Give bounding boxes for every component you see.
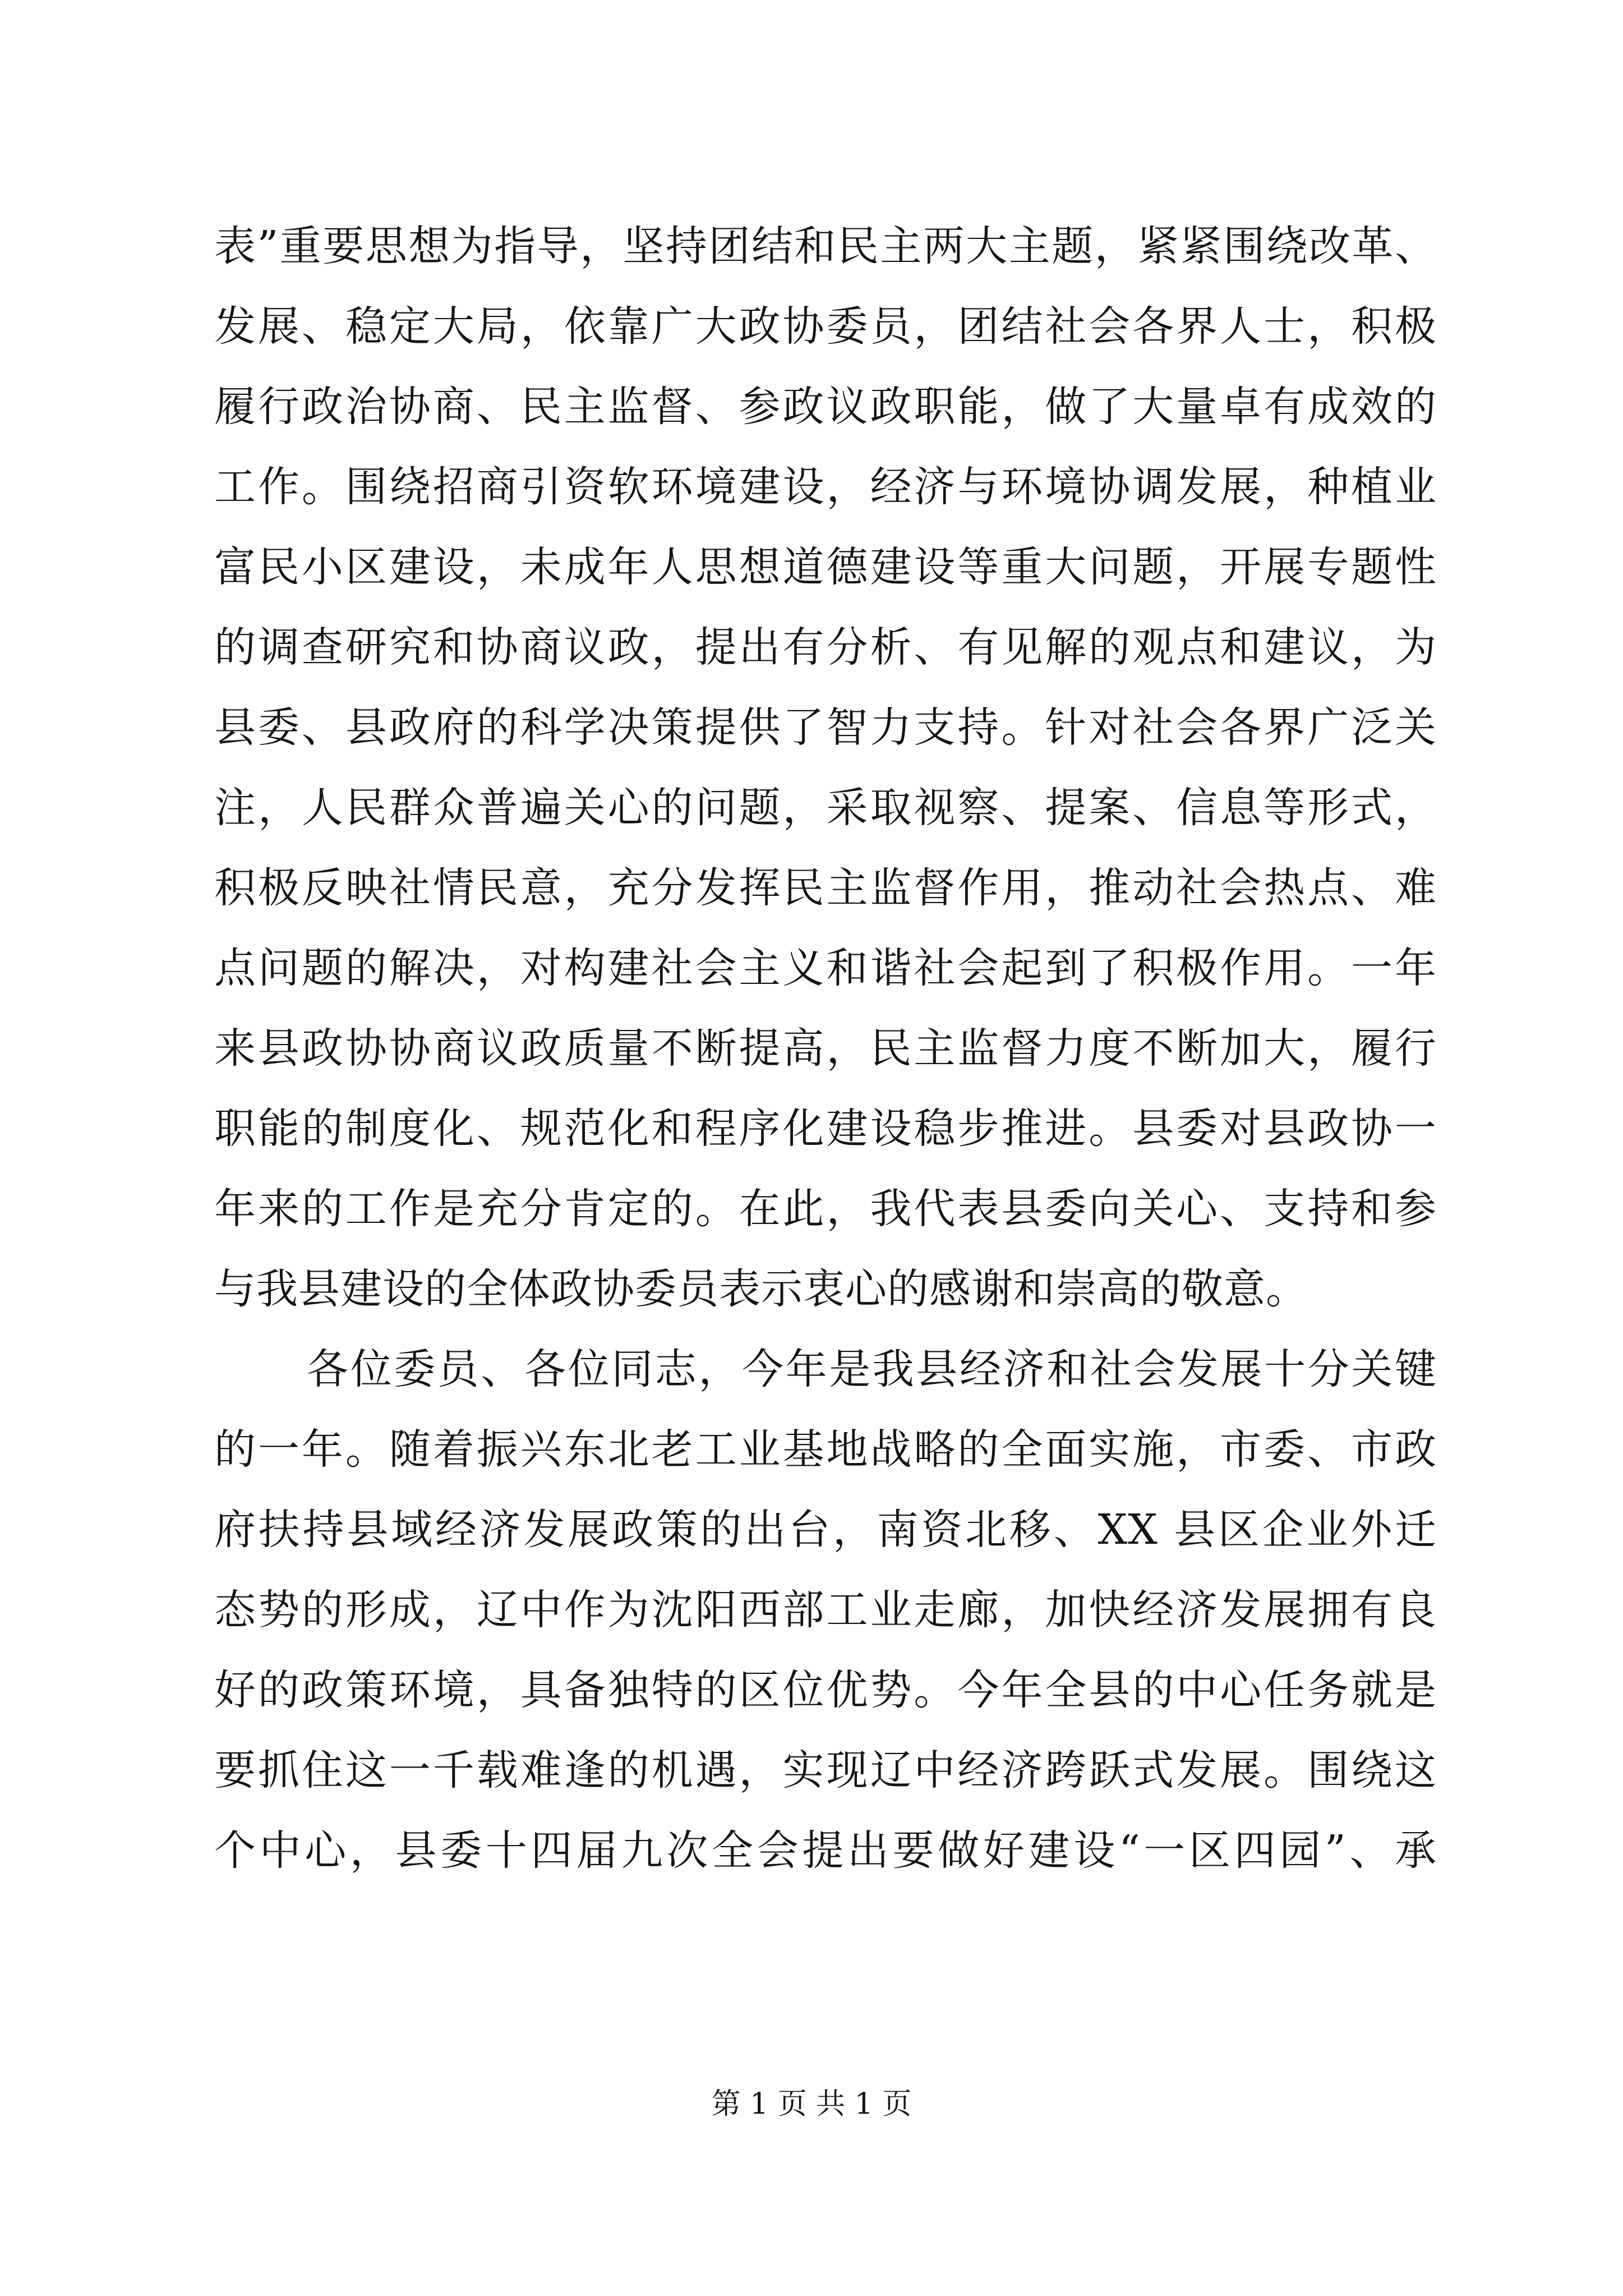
page-number: 第 1 页 共 1 页 <box>711 2087 912 2121</box>
text-line: 工作。围绕招商引资软环境建设，经济与环境协调发展，种植业 <box>214 463 1437 511</box>
text-line: 来县政协协商议政质量不断提高，民主监督力度不断加大，履行 <box>214 1024 1437 1073</box>
text-line: 府扶持县域经济发展政策的出台，南资北移、XX 县区企业外迁 <box>214 1506 1437 1554</box>
text-line: 各位委员、各位同志，今年是我县经济和社会发展十分关键 <box>307 1345 1437 1393</box>
paragraph-2 <box>214 1329 1437 1891</box>
text-line: 发展、稳定大局，依靠广大政协委员，团结社会各界人士，积极 <box>214 302 1437 351</box>
text-line: 态势的形成，辽中作为沈阳西部工业走廊，加快经济发展拥有良 <box>214 1586 1437 1634</box>
body-text <box>214 206 1437 1891</box>
text-line: 好的政策环境，具备独特的区位优势。今年全县的中心任务就是 <box>214 1666 1437 1714</box>
text-line: 年来的工作是充分肯定的。在此，我代表县委向关心、支持和参 <box>214 1185 1437 1233</box>
text-line: 个中心，县委十四届九次全会提出要做好建设“一区四园”、承 <box>214 1826 1437 1875</box>
text-line: 注，人民群众普遍关心的问题，采取视察、提案、信息等形式， <box>214 784 1437 832</box>
text-line: 点问题的解决，对构建社会主义和谐社会起到了积极作用。一年 <box>214 944 1437 992</box>
text-line: 的调查研究和协商议政，提出有分析、有见解的观点和建议，为 <box>214 623 1437 671</box>
paragraph-1 <box>214 206 1437 1329</box>
text-line: 表”重要思想为指导，坚持团结和民主两大主题，紧紧围绕改革、 <box>214 222 1437 270</box>
text-line: 县委、县政府的科学决策提供了智力支持。针对社会各界广泛关 <box>214 703 1437 752</box>
page-footer <box>0 2080 1623 2122</box>
text-line: 的一年。随着振兴东北老工业基地战略的全面实施，市委、市政 <box>214 1425 1437 1474</box>
text-line: 履行政治协商、民主监督、参政议政职能，做了大量卓有成效的 <box>214 383 1437 431</box>
text-line: 富民小区建设，未成年人思想道德建设等重大问题，开展专题性 <box>214 543 1437 591</box>
text-line: 与我县建设的全体政协委员表示衷心的感谢和崇高的敬意。 <box>214 1265 1308 1313</box>
text-line: 积极反映社情民意，充分发挥民主监督作用，推动社会热点、难 <box>214 864 1437 912</box>
text-line: 职能的制度化、规范化和程序化建设稳步推进。县委对县政协一 <box>214 1105 1437 1153</box>
text-line: 要抓住这一千载难逢的机遇，实现辽中经济跨跃式发展。围绕这 <box>214 1746 1437 1795</box>
